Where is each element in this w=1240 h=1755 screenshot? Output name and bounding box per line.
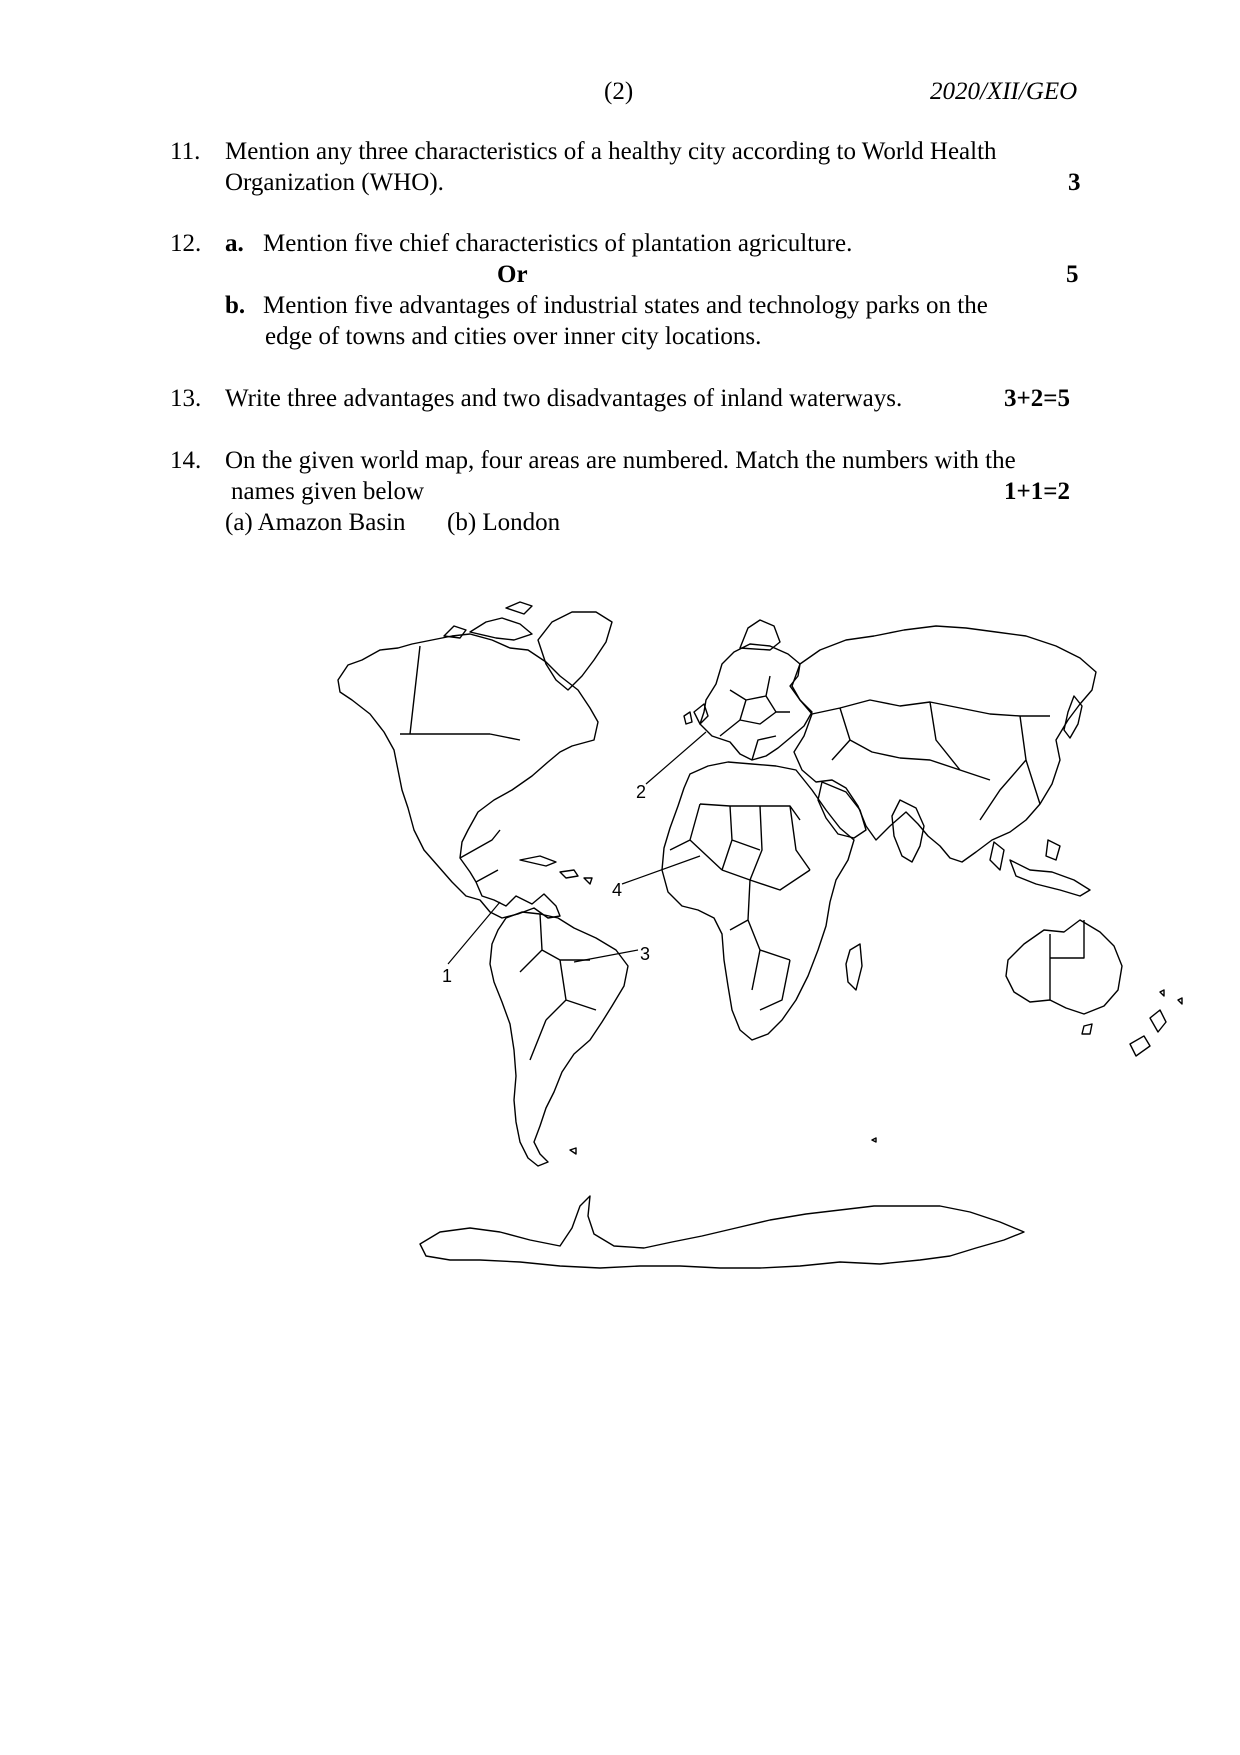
q14-option-a: (a) Amazon Basin [225,509,406,536]
q14-option-b: (b) London [447,509,561,536]
small-islands-outline [330,828,1182,1154]
pointer-line-4 [622,856,700,884]
map-label-4: 4 [612,880,623,900]
sa-borders [520,914,596,1060]
q12b-label: b. [225,292,246,319]
q13-number: 13. [170,385,202,412]
q12b-text-line1: Mention five advantages of industrial states and technology parks on the [263,292,988,319]
q14-marks: 1+1=2 [1004,478,1070,505]
new-zealand-outline [1130,1010,1166,1056]
na-borders [400,646,520,882]
q11-text-line1: Mention any three characteristics of a healthy city according to World Health [225,138,997,165]
map-label-1: 1 [442,966,453,986]
q11-marks: 3 [1068,169,1081,196]
africa-borders [670,804,810,1010]
australia-outline [1006,920,1122,1014]
madagascar-outline [846,944,862,990]
british-isles-outline [684,704,708,724]
paper-code: 2020/XII/GEO [930,78,1078,105]
greenland-outline [538,612,612,690]
page-number: (2) [604,78,634,105]
caribbean-islands-outline [520,856,592,884]
q13-text: Write three advantages and two disadvantages of inland waterways. [225,385,903,412]
north-america-outline [338,634,598,918]
arctic-islands-outline [444,602,532,640]
q14-text-line2: names given below [231,478,425,505]
map-label-3: 3 [640,944,651,964]
asia-outline [792,626,1096,862]
q12-or: Or [497,261,528,288]
world-outline-map [330,600,1220,1280]
q11-text-line2: Organization (WHO). [225,169,444,196]
australia-borders [1050,920,1084,1000]
q11-number: 11. [170,138,201,165]
q12-marks: 5 [1066,261,1079,288]
pointer-line-1 [448,902,500,964]
q12b-text-line2: edge of towns and cities over inner city locations. [265,323,762,350]
africa-outline [662,762,854,1040]
pointer-line-3 [574,950,638,962]
q12a-text: Mention five chief characteristics of plantation agriculture. [263,230,853,257]
q12-number: 12. [170,230,202,257]
map-label-2: 2 [636,782,647,802]
south-america-outline [490,912,628,1166]
tasmania-outline [1082,1024,1092,1034]
india-outline [892,800,924,862]
japan-outline [1064,696,1082,738]
pointer-line-2 [646,732,706,784]
q12a-label: a. [225,230,244,257]
antarctica-outline [420,1196,1024,1268]
q14-text-line1: On the given world map, four areas are numbered. Match the numbers with the [225,447,1016,474]
southeast-asia-islands-outline [990,840,1090,896]
europe-outline [700,644,812,760]
q14-number: 14. [170,447,202,474]
asia-borders [812,700,1050,820]
q13-marks: 3+2=5 [1004,385,1070,412]
